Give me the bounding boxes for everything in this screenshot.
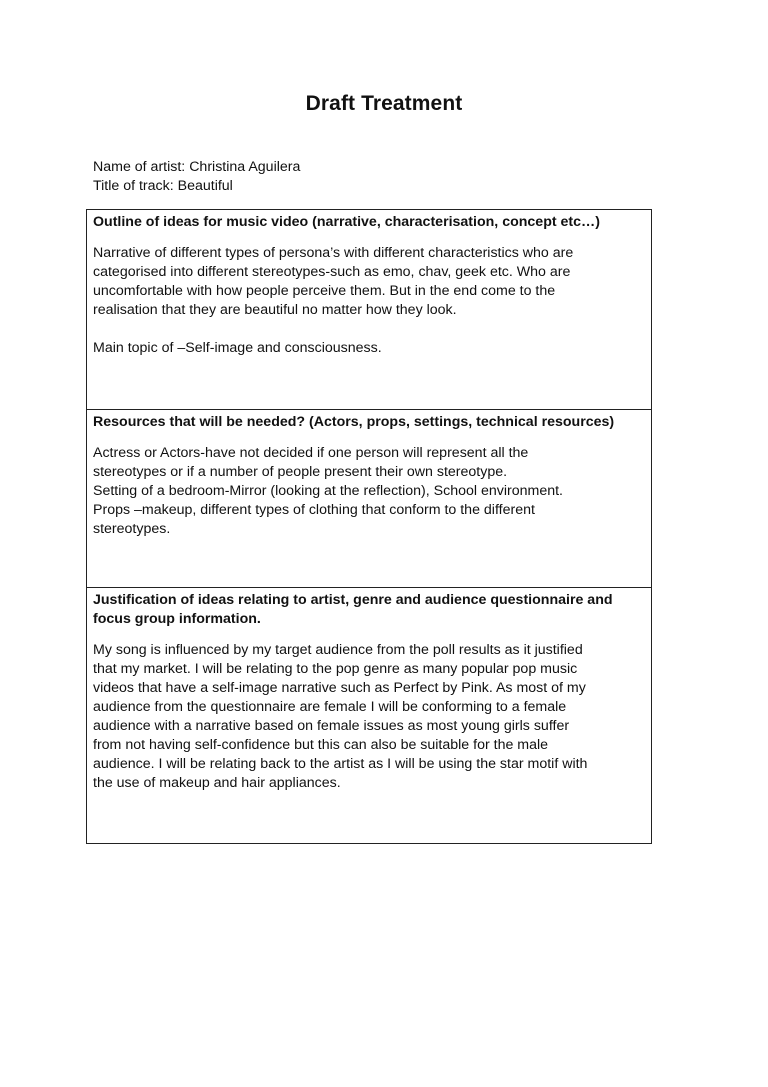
- track-title-line: Title of track: Beautiful: [93, 178, 233, 194]
- outline-section: [87, 210, 651, 410]
- outline-line: realisation that they are beautiful no matter how they look.: [93, 302, 457, 318]
- justification-line: audience with a narrative based on female issues as most young girls suffer: [93, 718, 570, 734]
- resources-line: Actress or Actors-have not decided if one person will represent all the: [93, 445, 529, 461]
- resources-line: Setting of a bedroom-Mirror (looking at the reflection), School environment.: [93, 483, 563, 499]
- treatment-table: [86, 209, 652, 844]
- justification-line: audience from the questionnaire are female I will be conforming to a female: [93, 699, 567, 715]
- resources-line: stereotypes.: [93, 521, 171, 537]
- justification-heading: Justification of ideas relating to artist, genre and audience questionnaire and focus group information.: [93, 592, 613, 627]
- outline-line: uncomfortable with how people perceive them. But in the end come to the: [93, 283, 556, 299]
- justification-line: the use of makeup and hair appliances.: [93, 775, 341, 791]
- resources-body: [93, 444, 645, 539]
- justification-body: [93, 641, 645, 793]
- outline-line: Narrative of different types of persona’s with different characteristics who are: [93, 245, 574, 261]
- justification-line: audience. I will be relating back to the artist as I will be using the star motif with: [93, 756, 588, 772]
- artist-name-line: Name of artist: Christina Aguilera: [93, 159, 301, 175]
- justification-line: videos that have a self-image narrative such as Perfect by Pink. As most of my: [93, 680, 586, 696]
- outline-heading: Outline of ideas for music video (narrative, characterisation, concept etc…): [93, 214, 600, 230]
- document-title: Draft Treatment: [305, 92, 463, 115]
- track-info: [93, 158, 300, 196]
- resources-line: stereotypes or if a number of people present their own stereotype.: [93, 464, 508, 480]
- outline-main-topic: Main topic of –Self-image and consciousness.: [93, 340, 382, 356]
- resources-heading: Resources that will be needed? (Actors, props, settings, technical resources): [93, 414, 615, 430]
- justification-section: [87, 588, 651, 843]
- resources-section: [87, 410, 651, 588]
- justification-line: that my market. I will be relating to the pop genre as many popular pop music: [93, 661, 578, 677]
- justification-line: from not having self-confidence but this can also be suitable for the male: [93, 737, 549, 753]
- resources-line: Props –makeup, different types of clothing that conform to the different: [93, 502, 535, 518]
- outline-body: [93, 244, 645, 358]
- outline-line: categorised into different stereotypes-such as emo, chav, geek etc. Who are: [93, 264, 571, 280]
- justification-line: My song is influenced by my target audience from the poll results as it justified: [93, 642, 583, 658]
- outline-narrative: [93, 244, 645, 320]
